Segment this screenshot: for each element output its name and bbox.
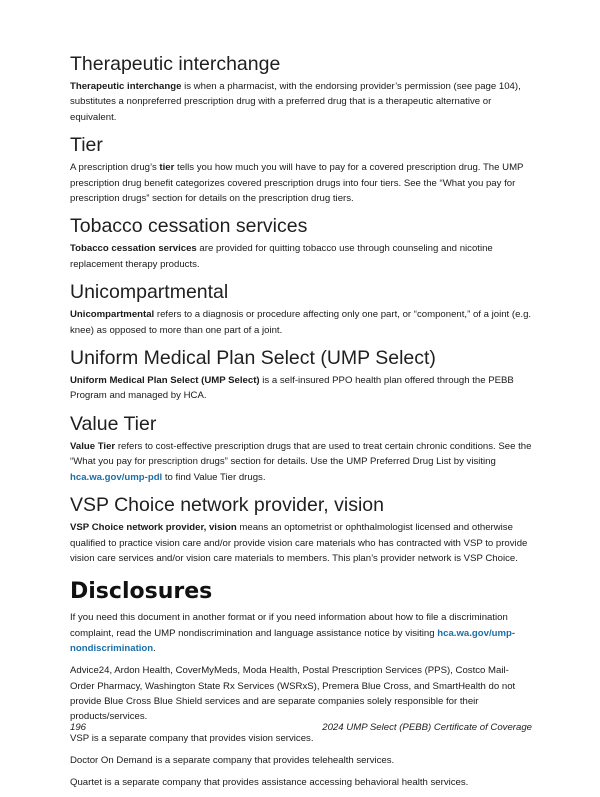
- document-title: 2024 UMP Select (PEBB) Certificate of Coverage: [322, 722, 532, 733]
- text-run: are provided for quitting tobacco use through counseling and nicotine replacement therapy products.: [70, 243, 493, 270]
- definition-heading: Uniform Medical Plan Select (UMP Select): [70, 347, 436, 370]
- text-run: Quartet is a separate company that provides assistance accessing behavioral health services.: [70, 777, 469, 789]
- disclosure-paragraph: [70, 610, 532, 656]
- definition-text: [70, 307, 532, 338]
- disclosure-paragraph: [70, 731, 532, 746]
- definition-heading: Therapeutic interchange: [70, 53, 281, 75]
- disclosure-paragraph: [70, 663, 532, 725]
- page-body: [70, 52, 532, 797]
- text-run: refers to cost-effective prescription drugs that are used to treat certain chronic conditions. See the “What you pay for prescription drugs” section for details. Use the UMP Preferred Drug List by visiting: [70, 440, 532, 468]
- text-run: Advice24, Ardon Health, CoverMyMeds, Moda Health, Postal Prescription Services (PPS), Costco Mail-Order Pharmacy, Washington State Rx Services (WSRxS), Premera Blue Cross, and SmartHealth do not provide Blue Cross Blue Shield services and are separate companies solely responsible for their products/services.: [70, 665, 516, 723]
- definitions-list: [70, 52, 532, 566]
- page-footer: [70, 722, 532, 733]
- definition-heading: Tobacco cessation services: [70, 215, 308, 238]
- text-run: is a self-insured PPO health plan offered through the PEBB Program and managed by HCA.: [70, 375, 514, 402]
- link[interactable]: hca.wa.gov/ump-pdl: [70, 471, 163, 483]
- definition-heading: Value Tier: [70, 412, 157, 435]
- term-bold: Value Tier: [70, 440, 116, 452]
- definition-heading: Tier: [70, 134, 103, 157]
- term-bold: Unicompartmental: [70, 309, 155, 321]
- definition-text: [70, 520, 532, 566]
- definition-heading: VSP Choice network provider, vision: [70, 494, 384, 517]
- term-bold: Tobacco cessation services: [70, 243, 197, 255]
- term-bold: VSP Choice network provider, vision: [70, 522, 237, 534]
- text-run: VSP is a separate company that provides vision services.: [70, 733, 314, 745]
- term-bold: tier: [159, 162, 175, 174]
- definition-text: [70, 241, 532, 272]
- definition-text: [70, 439, 532, 485]
- link[interactable]: hca.wa.gov/ump-nondiscrimination: [70, 627, 516, 655]
- disclosure-paragraph: [70, 775, 532, 790]
- definition-text: [70, 160, 532, 206]
- definition-text: [70, 79, 532, 125]
- text-run: tells you how much you will have to pay for a covered prescription drug. The UMP prescription drug benefit categorizes covered prescription drugs into four tiers. See the “What you pay for prescription drugs” section for details on the prescription drug tiers.: [70, 162, 524, 205]
- definition-heading: Unicompartmental: [70, 281, 229, 304]
- term-bold: Therapeutic interchange: [70, 81, 182, 92]
- text-run: means an optometrist or ophthalmologist licensed and otherwise qualified to practice vision care and/or provide vision care materials who has contracted with VSP to provide vision care services and/or vision care materials to members. This plan’s provider network is VSP Choice.: [70, 522, 528, 564]
- text-run: A prescription drug’s: [70, 162, 160, 174]
- disclosures-paragraphs: [70, 610, 532, 790]
- text-run: Doctor On Demand is a separate company that provides telehealth services.: [70, 755, 395, 767]
- text-run: is when a pharmacist, with the endorsing provider’s permission (see page 104), substitutes a nonpreferred prescription drug with a preferred drug that is a therapeutic alternative or equivalent.: [70, 81, 521, 123]
- disclosure-paragraph: [70, 753, 532, 768]
- disclosures-heading: Disclosures: [70, 579, 213, 605]
- disclosures-section: [70, 578, 532, 790]
- page-number: 196: [70, 722, 87, 733]
- text-run: refers to a diagnosis or procedure affecting only one part, or “component,” of a joint (e.g. knee) as opposed to more than one part of a joint.: [70, 309, 532, 336]
- term-bold: Uniform Medical Plan Select (UMP Select): [70, 375, 260, 387]
- text-run: to find Value Tier drugs.: [162, 471, 266, 483]
- definition-text: [70, 373, 532, 404]
- text-run: If you need this document in another format or if you need information about how to file a discrimination complaint, read the UMP nondiscrimination and language assistance notice by visiting: [70, 612, 508, 639]
- text-run: .: [153, 643, 156, 655]
